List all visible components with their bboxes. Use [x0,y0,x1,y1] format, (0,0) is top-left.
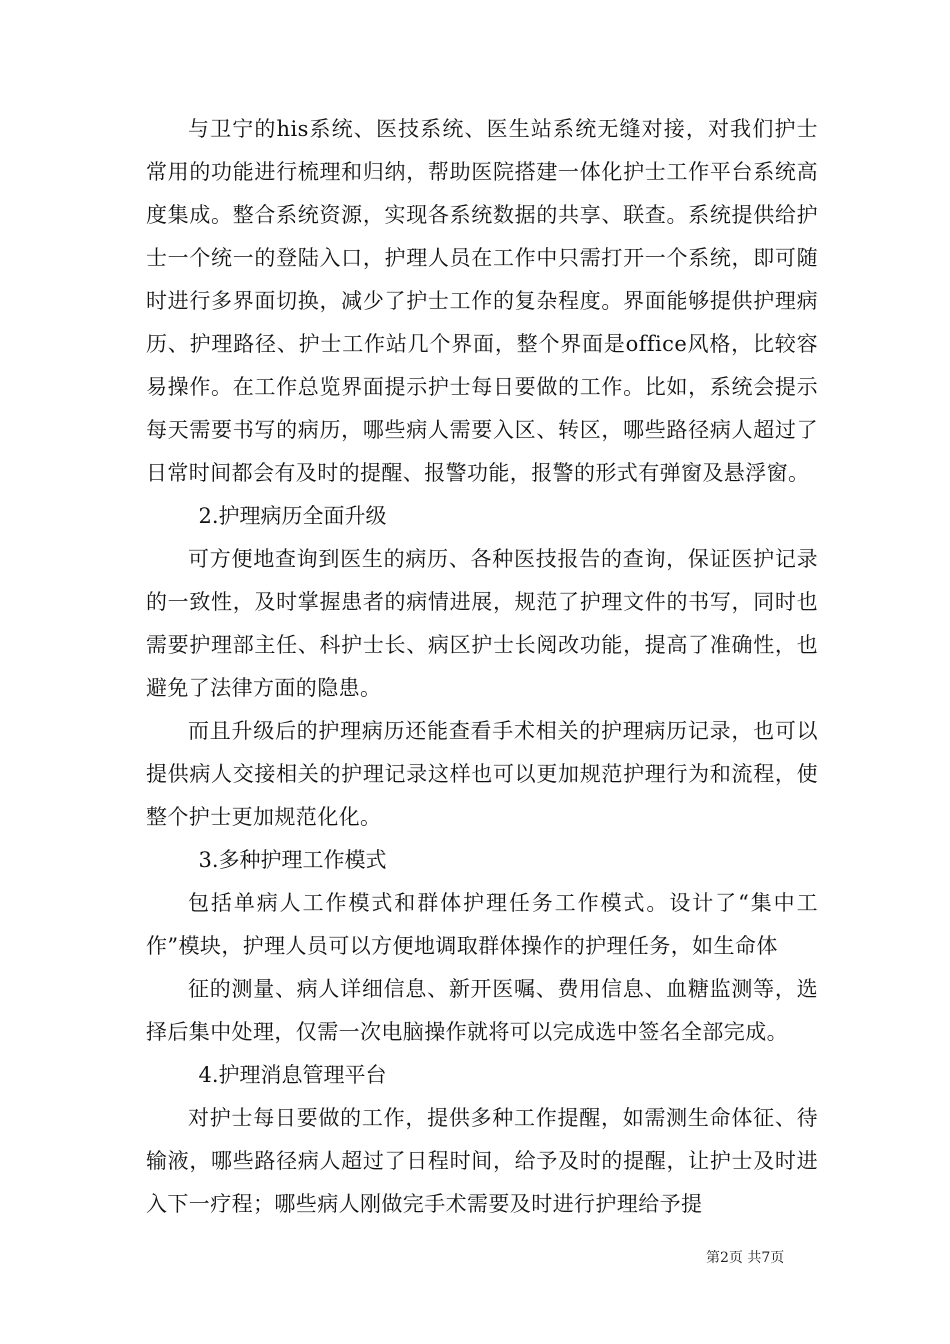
section-heading-4: 4.护理消息管理平台 [198,1063,387,1087]
section-heading-2: 2.护理病历全面升级 [198,504,387,528]
paragraph-nursing-records: 可方便地查询到医生的病历、各种医技报告的查询，保证医护记录的一致性，及时掌握患者的病情进展，规范了护理文件的书写，同时也需要护理部主任、科护士长、病区护士长阅改功能，提高了准确性，也避免了法律方面的隐患。 [146,547,818,700]
section-heading-3: 3.多种护理工作模式 [198,848,387,872]
paragraph-upgrade: 而且升级后的护理病历还能查看手术相关的护理病历记录，也可以提供病人交接相关的护理记录这样也可以更加规范护理行为和流程，使整个护士更加规范化化。 [146,719,818,829]
paragraph-vital-signs: 征的测量、病人详细信息、新开医嘱、费用信息、血糖监测等，选择后集中处理，仅需一次电脑操作就将可以完成选中签名全部完成。 [146,977,818,1044]
paragraph-intro: 与卫宁的his系统、医技系统、医生站系统无缝对接，对我们护士常用的功能进行梳理和归纳，帮助医院搭建一体化护士工作平台系统高度集成。整合系统资源，实现各系统数据的共享、联查。系统提供给护士一个统一的登陆入口，护理人员在工作中只需打开一个系统，即可随时进行多界面切换，减少了护士工作的复杂程度。界面能够提供护理病历、护理路径、护士工作站几个界面，整个界面是office风格，比较容易操作。在工作总览界面提示护士每日要做的工作。比如，系统会提示每天需要书写的病历，哪些病人需要入区、转区，哪些路径病人超过了日常时间都会有及时的提醒、报警功能，报警的形式有弹窗及悬浮窗。 [146,117,818,485]
paragraph-work-modes: 包括单病人工作模式和群体护理任务工作模式。设计了“集中工作”模块，护理人员可以方便地调取群体操作的护理任务，如生命体 [146,891,818,958]
paragraph-message-platform: 对护士每日要做的工作，提供多种工作提醒，如需测生命体征、待输液，哪些路径病人超过了日程时间，给予及时的提醒，让护士及时进入下一疗程；哪些病人刚做完手术需要及时进行护理给予提 [146,1106,818,1216]
document-body [146,108,818,1226]
page-number-footer: 第2页 共7页 [706,1250,785,1266]
